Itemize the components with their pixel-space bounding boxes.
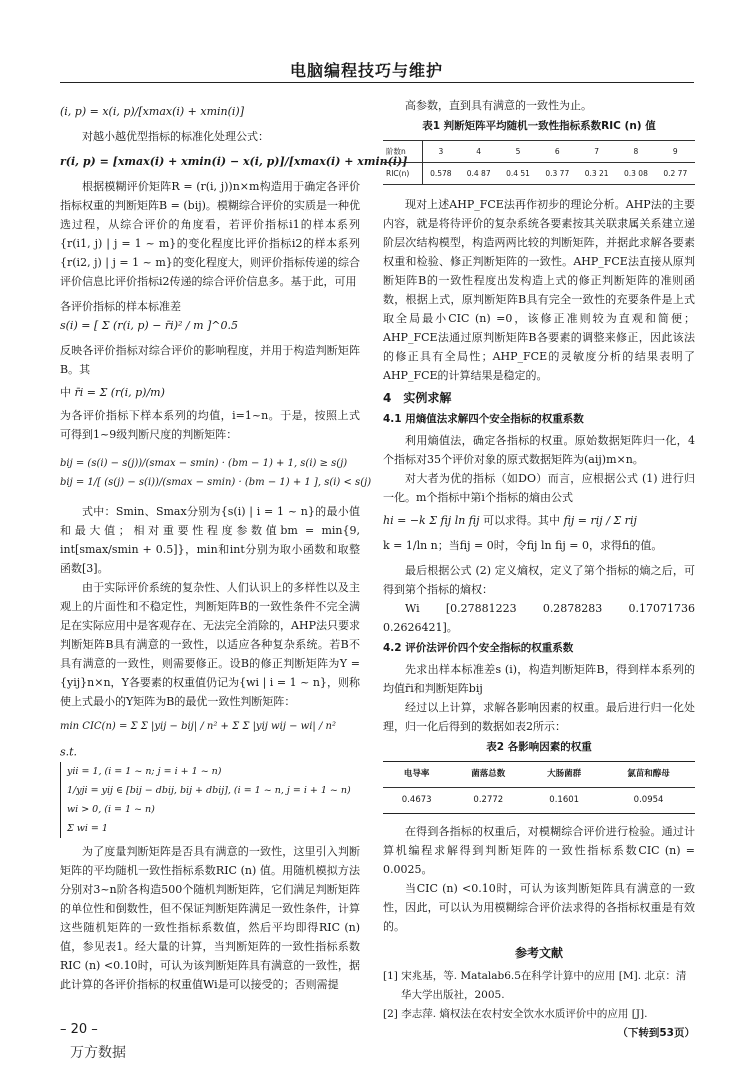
- table-cell: 0.1601: [526, 788, 602, 814]
- paragraph: 高参数，直到具有满意的一致性为止。: [405, 99, 592, 112]
- table-cell: RIC(n): [383, 163, 422, 185]
- equation-normalize-larger: (i, p) = x(i, p)/[xmax(i) + xmin(i)]: [60, 105, 245, 118]
- table-header: 菌落总数: [450, 762, 526, 788]
- paragraph: 对大者为优的指标（如DO）而言，应根据公式 (1) 进行归一化。m个指标中第i个指标的熵由公式: [383, 472, 695, 504]
- stddev-line: [60, 297, 360, 335]
- table-cell: 0.4673: [383, 788, 450, 814]
- table-cell: 0.4 87: [459, 163, 498, 185]
- constraint-4: Σ wi = 1: [67, 822, 108, 834]
- entropy-weights: Wi [0.27881223 0.2878283 0.17071736 0.2626421]。: [383, 602, 695, 634]
- mean-line: [60, 383, 360, 402]
- equation-entropy: hi = −k Σ fij ln fij: [383, 514, 480, 527]
- paragraph: 经过以上计算，求解各影响因素的权重。最后进行归一化处理，归一化后得到的数据如表2所示：: [383, 701, 695, 733]
- equation-min-cic: min CIC(n) = Σ Σ |yij − bij| / n² + Σ Σ |yij wij − wi| / n²: [60, 721, 336, 732]
- subsection-heading: 4.2 评价法评价四个安全指标的权重系数: [383, 642, 574, 654]
- paragraph: 为各评价指标下样本系列的均值，i=1~n。于是，按照上式可得到1~9级判断尺度的判断矩阵：: [60, 409, 360, 441]
- equation-mean: r̄i = Σ (r(i, p)/m): [74, 386, 165, 399]
- equation-fij: fij = rij / Σ rij: [563, 514, 637, 527]
- equation-normalize-smaller: r(i, p) = [xmax(i) + xmin(i) − x(i, p)]/[xmax(i) + xmin(i)]: [60, 155, 408, 168]
- table-row: [383, 163, 695, 185]
- table-cell: 0.0954: [602, 788, 695, 814]
- table-cell: 4: [459, 141, 498, 163]
- table-cell: 3: [422, 141, 459, 163]
- table-header-row: [383, 762, 695, 788]
- table-cell: 0.578: [422, 163, 459, 185]
- equation-stddev: s(i) = [ Σ (r(i, p) − r̄i)² / m ]^0.5: [60, 319, 239, 332]
- paragraph: 式中：Smin、Smax分别为{s(i) | i = 1 ~ n}的最小值和最大值；相对重要性程度参数值bm = min{9, int[smax/smin + 0.5]}，min和int分别为取小函数和取整函数[3]。: [60, 505, 360, 575]
- watermark: 万方数据: [70, 1045, 126, 1061]
- journal-header: 电脑编程技巧与维护: [289, 61, 443, 80]
- continued-note: （下转到53页）: [617, 1027, 695, 1039]
- text-run: 可以求得。其中: [483, 514, 561, 527]
- table-cell: 5: [498, 141, 537, 163]
- paragraph: 当CIC (n) <0.10时，可认为该判断矩阵具有满意的一致性，因此，可以认为用模糊综合评价法求得的各指标权重是有效的。: [383, 882, 695, 933]
- page-number: – 20 –: [60, 1022, 98, 1037]
- references-title: 参考文献: [514, 946, 563, 960]
- st-label: s.t.: [60, 745, 78, 759]
- table-cell: 7: [577, 141, 616, 163]
- subsection-heading: 4.1 用熵值法求解四个安全指标的权重系数: [383, 413, 584, 425]
- table-header: 电导率: [383, 762, 450, 788]
- table-cell: 0.4 51: [498, 163, 537, 185]
- table-header: 大肠菌群: [526, 762, 602, 788]
- constraint-3: wi > 0, (i = 1 ~ n): [67, 803, 155, 815]
- reference-item: [2] 李志萍. 熵权法在农村安全饮水水质评价中的应用 [J].: [383, 1008, 648, 1020]
- paragraph: 对越小越优型指标的标准化处理公式：: [82, 130, 269, 143]
- table-cell: 6: [538, 141, 577, 163]
- reference-item: [1] 宋兆基，等. Matalab6.5在科学计算中的应用 [M]. 北京：清华大学出版社，2005.: [383, 970, 687, 1001]
- table-row: [383, 788, 695, 814]
- table-cell: 8: [616, 141, 655, 163]
- table-cell: 阶数n: [383, 141, 422, 163]
- equation-k: k = 1/ln n；当fij = 0时，令fij ln fij = 0，求得fi的值。: [383, 539, 663, 552]
- paragraph: 最后根据公式 (2) 定义熵权，定义了第个指标的熵之后，可得到第个指标的熵权：: [383, 564, 695, 596]
- table-cell: 0.2772: [450, 788, 526, 814]
- table1-caption: 表1 判断矩阵平均随机一致性指标系数RIC (n) 值: [422, 120, 656, 132]
- section-heading: 4 实例求解: [383, 391, 452, 405]
- paragraph: 先求出样本标准差s (i)，构造判断矩阵B，得到样本系列的均值r̄i和判断矩阵bij: [383, 663, 695, 695]
- paragraph: 利用熵值法，确定各指标的权重。原始数据矩阵归一化，4个指标对35个评价对象的原式数据矩阵为(aij)m×n。: [383, 434, 695, 466]
- table2-caption: 表2 各影响因素的权重: [486, 741, 592, 753]
- text-run: 中: [60, 386, 71, 399]
- constraint-2: 1/yji = yij ∈ [bij − dbij, bij + dbij], (i = 1 ~ n, j = i + 1 ~ n): [67, 784, 351, 796]
- paragraph: 根据模糊评价矩阵R = (r(i, j))n×m构造用于确定各评价指标权重的判断矩阵B = (bij)。模糊综合评价的实质是一种优选过程，从综合评价的角度看，若评价指标i1的样本系列{r(i1, j) | j = 1 ~ m}的变化程度比评价指标i2的样本系列{r(i2, j) | j = 1 ~ m}的变化程度大，则评价指标传递的综合评价信息比评价指标i2传递的综合评价信息多。基于此，可用: [60, 180, 360, 288]
- header-rule: [60, 82, 694, 83]
- paragraph: 由于实际评价系统的复杂性、人们认识上的多样性以及主观上的片面性和不稳定性，判断矩阵B的一致性条件不完全满足在实际应用中是客观存在、无法完全消除的，AHP法只要求判断矩阵B具有满意的一致性，以适应各种复杂系统。若B不具有满意的一致性，则需要修正。设B的修正判断矩阵为Y = {yij}n×n，Y各要素的权重值仍记为{wi | i = 1 ~ n}，则称使上式最小的Y矩阵为B的最优一致性判断矩阵：: [60, 581, 360, 708]
- constraints: [60, 762, 351, 838]
- text-run: 各评价指标的样本标准差: [60, 300, 181, 313]
- paragraph: 在得到各指标的权重后，对模糊综合评价进行检验。通过计算机编程求解得到判断矩阵的一致性指标系数CIC (n) = 0.0025。: [383, 825, 695, 876]
- table1: [383, 140, 695, 185]
- entropy-line: [383, 511, 695, 530]
- right-column: [383, 96, 695, 1043]
- table-cell: 0.3 21: [577, 163, 616, 185]
- table-row: [383, 141, 695, 163]
- table-cell: 0.3 77: [538, 163, 577, 185]
- paragraph: 反映各评价指标对综合评价的影响程度，并用于构造判断矩阵B。其: [60, 344, 360, 376]
- constraint-1: yii = 1, (i = 1 ~ n; j = i + 1 ~ n): [67, 765, 222, 777]
- table2: [383, 761, 695, 814]
- paragraph: 为了度量判断矩阵是否具有满意的一致性，这里引入判断矩阵的平均随机一致性指标系数RIC (n) 值。用随机模拟方法分别对3~n阶各构造500个随机判断矩阵，它们满足判断矩阵的单位性和倒数性，但不保证判断矩阵满足一致性条件，计算这些随机矩阵的一致性指标系数值，然后平均即得RIC (n) 值，参见表1。经大量的计算，当判断矩阵的一致性指标系数RIC (n) <0.10时，可认为该判断矩阵具有满意的一致性，据此计算的各评价指标的权重值Wi是可以接受的；否则需提: [60, 844, 360, 991]
- table-cell: 0.2 77: [656, 163, 695, 185]
- constraints-block: [60, 742, 360, 838]
- equation-case-1: bij = (s(i) − s(j))/(smax − smin) · (bm − 1) + 1, s(i) ≥ s(j): [60, 458, 348, 469]
- table-cell: 0.3 08: [616, 163, 655, 185]
- paragraph: 现对上述AHP_FCE法再作初步的理论分析。AHP法的主要内容，就是将待评价的复杂系统各要素按其关联隶属关系建立递阶层次结构模型，构造两两比较的判断矩阵，并据此求解各要素权重和检验、修正判断矩阵的一致性。AHP_FCE法直接从原判断矩阵B的一致性程度出发构造上式的修正判断矩阵的准则函数，根据上式，原判断矩阵B具有完全一致性的充要条件是上式取全局最小CIC (n) =0，该修正准则较为直观和简便；AHP_FCE法通过原判断矩阵B各要素的调整来修正，因此该法的修正具有全局性；AHP_FCE的灵敏度分析的结果表明了AHP_FCE的计算结果是稳定的。: [383, 198, 695, 382]
- equation-case-2: bij = 1/[ (s(j) − s(i))/(smax − smin) · (bm − 1) + 1 ], s(i) < s(j): [60, 477, 372, 488]
- table-header: 氯苗和醇母: [602, 762, 695, 788]
- equation-judgment-matrix: [60, 454, 372, 492]
- table-cell: 9: [656, 141, 695, 163]
